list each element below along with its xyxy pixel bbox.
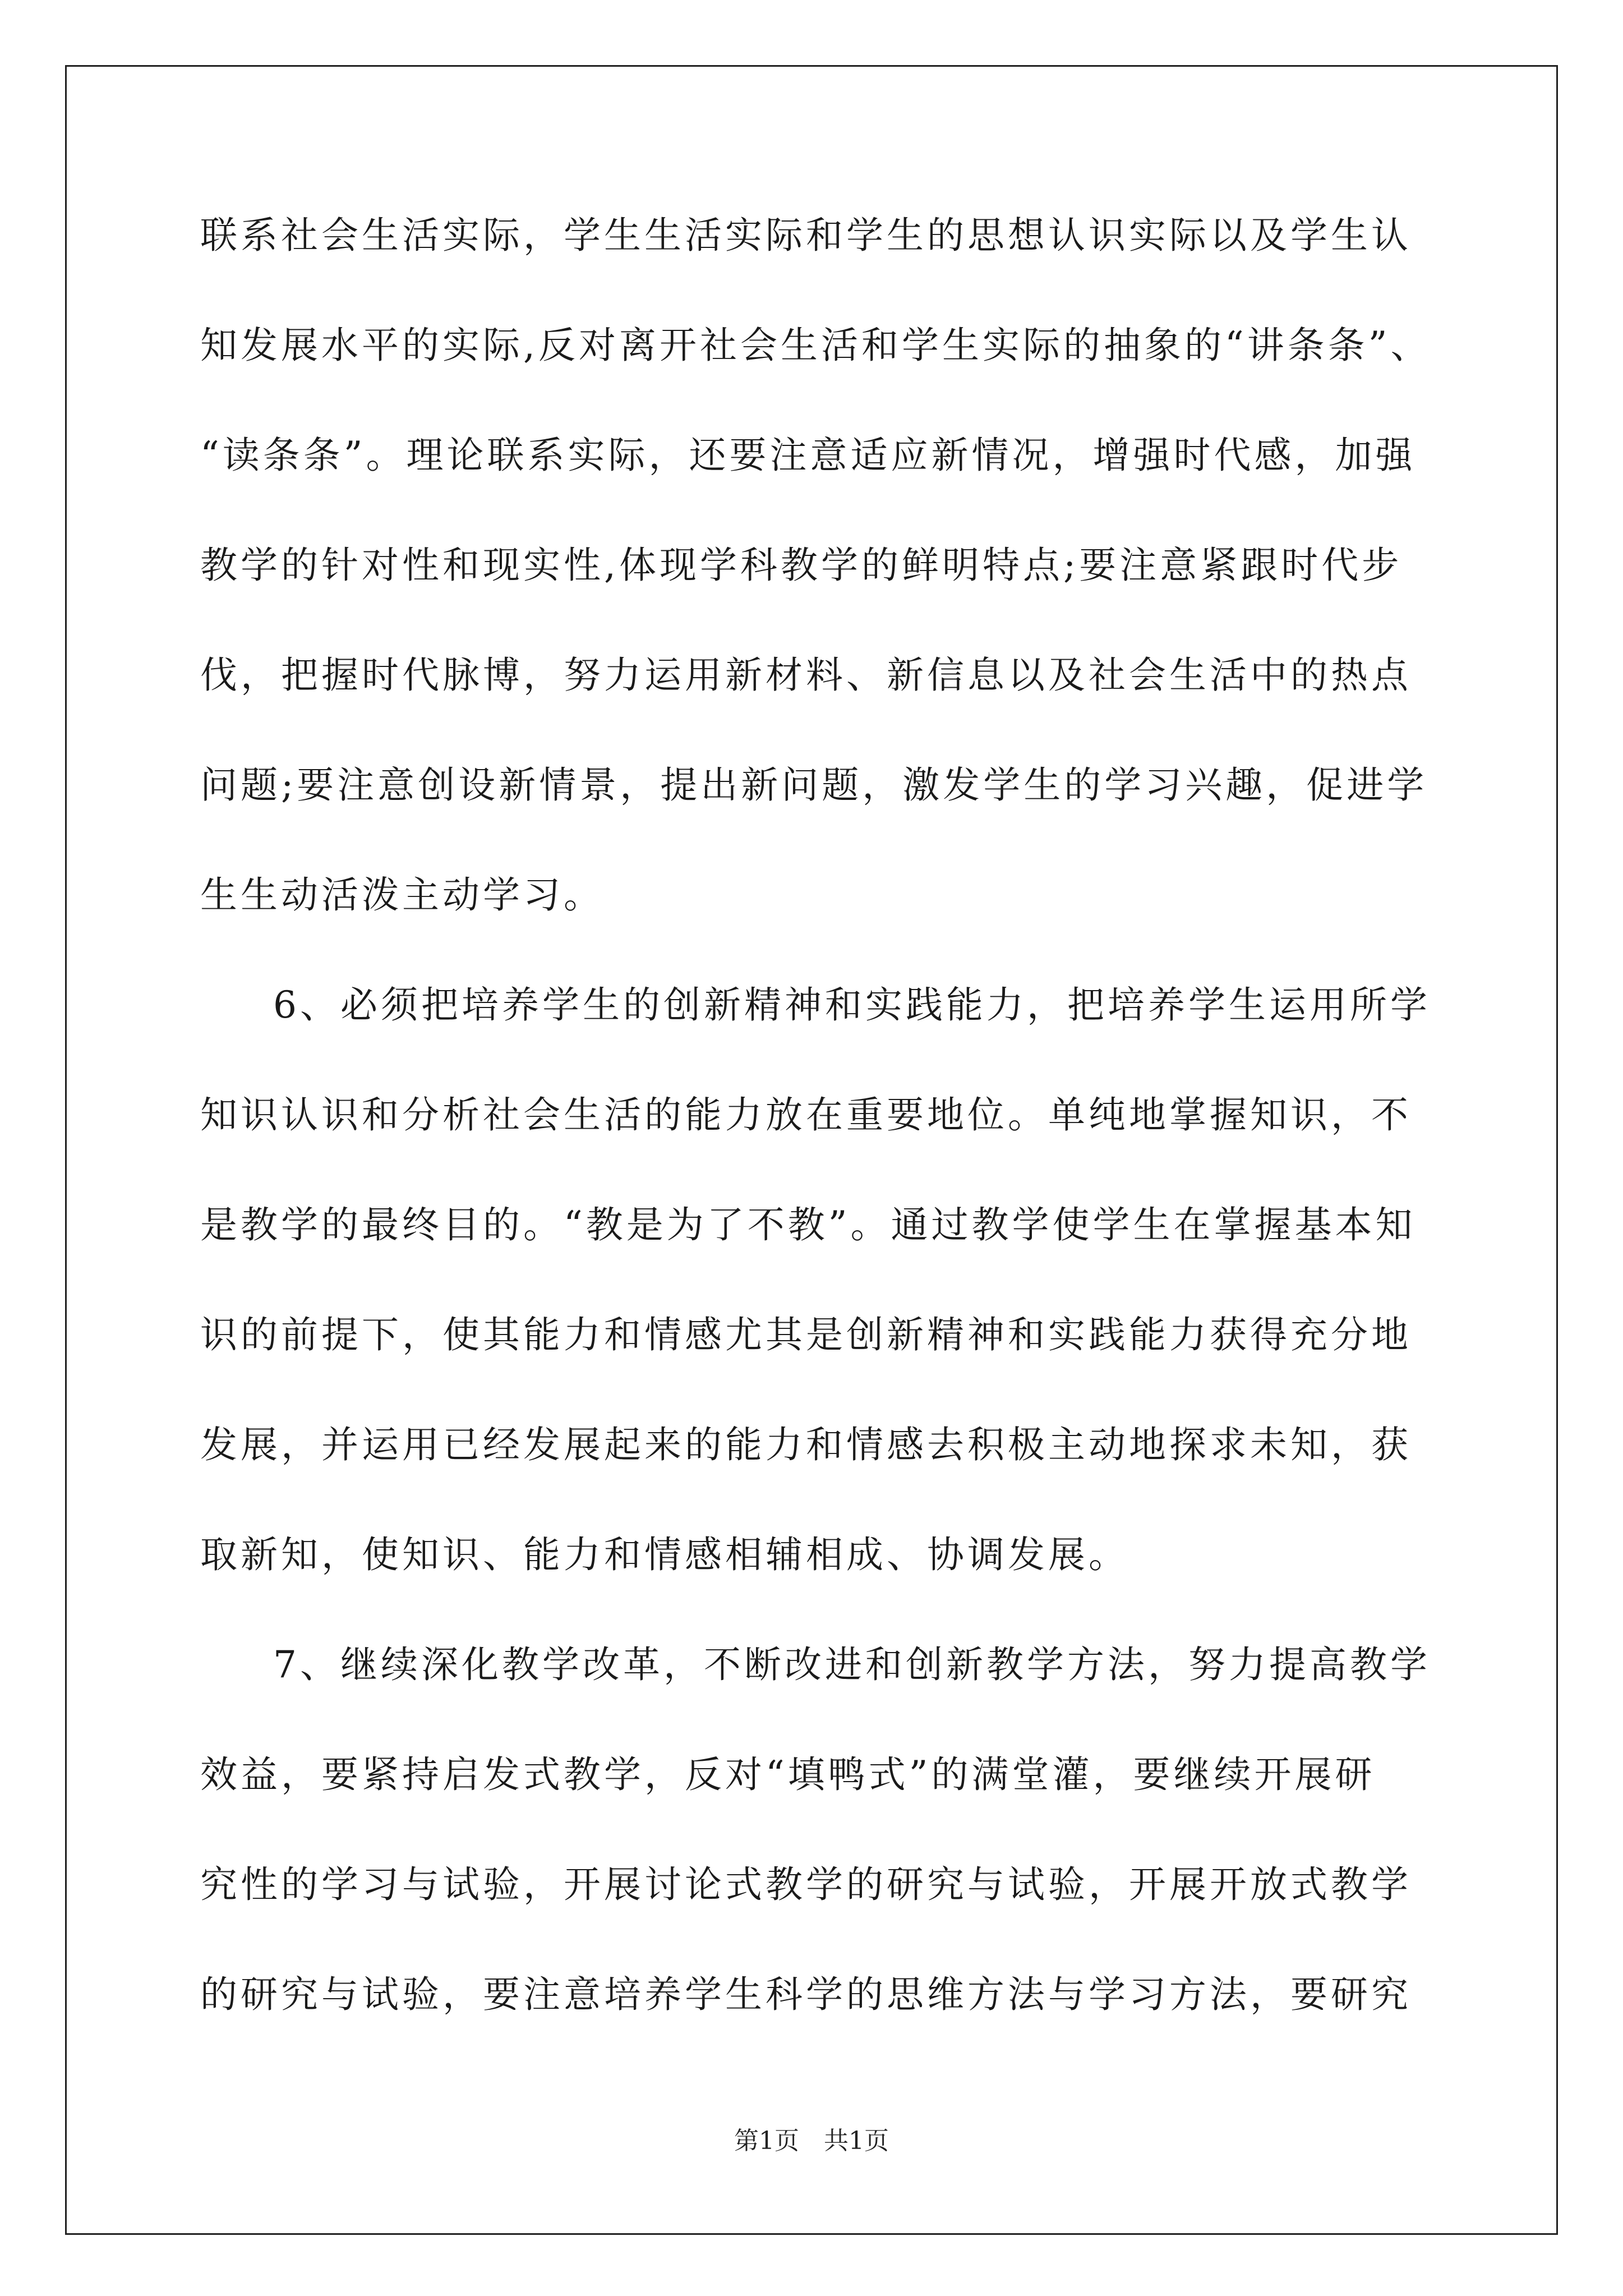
text-line: 生生动活泼主动学习。: [200, 873, 604, 917]
text-line: 究性的学习与试验，开展讨论式教学的研究与试验，开展开放式教学: [200, 1863, 1412, 1906]
text-line: 知发展水平的实际,反对离开社会生活和学生实际的抽象的“讲条条”、: [200, 324, 1431, 367]
text-line: 问题;要注意创设新情景，提出新问题，激发学生的学习兴趣，促进学: [200, 763, 1428, 807]
page-number-footer: 第1页 共1页: [734, 2127, 889, 2155]
text-line: 是教学的最终目的。“教是为了不教”。通过教学使学生在掌握基本知: [200, 1203, 1416, 1246]
text-line: 教学的针对性和现实性,体现学科教学的鲜明特点;要注意紧跟时代步: [200, 544, 1403, 587]
text-line: 效益，要紧持启发式教学，反对“填鸭式”的满堂灌，要继续开展研: [200, 1753, 1376, 1796]
text-line: 识的前提下，使其能力和情感尤其是创新精神和实践能力获得充分地: [200, 1313, 1412, 1356]
text-line: 发展，并运用已经发展起来的能力和情感去积极主动地探求未知，获: [200, 1423, 1412, 1466]
text-line: 伐，把握时代脉博，努力运用新材料、新信息以及社会生活中的热点: [200, 654, 1412, 697]
text-line: 联系社会生活实际，学生生活实际和学生的思想认识实际以及学生认: [200, 214, 1412, 257]
text-line: 取新知，使知识、能力和情感相辅相成、协调发展。: [200, 1533, 1129, 1576]
text-line: “读条条”。理论联系实际，还要注意适应新情况，增强时代感，加强: [200, 434, 1416, 477]
paragraph-start-line: 7、继续深化教学改革，不断改进和创新教学方法，努力提高教学: [273, 1643, 1431, 1686]
text-line: 知识认识和分析社会生活的能力放在重要地位。单纯地掌握知识，不: [200, 1093, 1412, 1137]
text-line: 的研究与试验，要注意培养学生科学的思维方法与学习方法，要研究: [200, 1973, 1412, 2016]
paragraph-start-line: 6、必须把培养学生的创新精神和实践能力，把培养学生运用所学: [273, 983, 1431, 1027]
